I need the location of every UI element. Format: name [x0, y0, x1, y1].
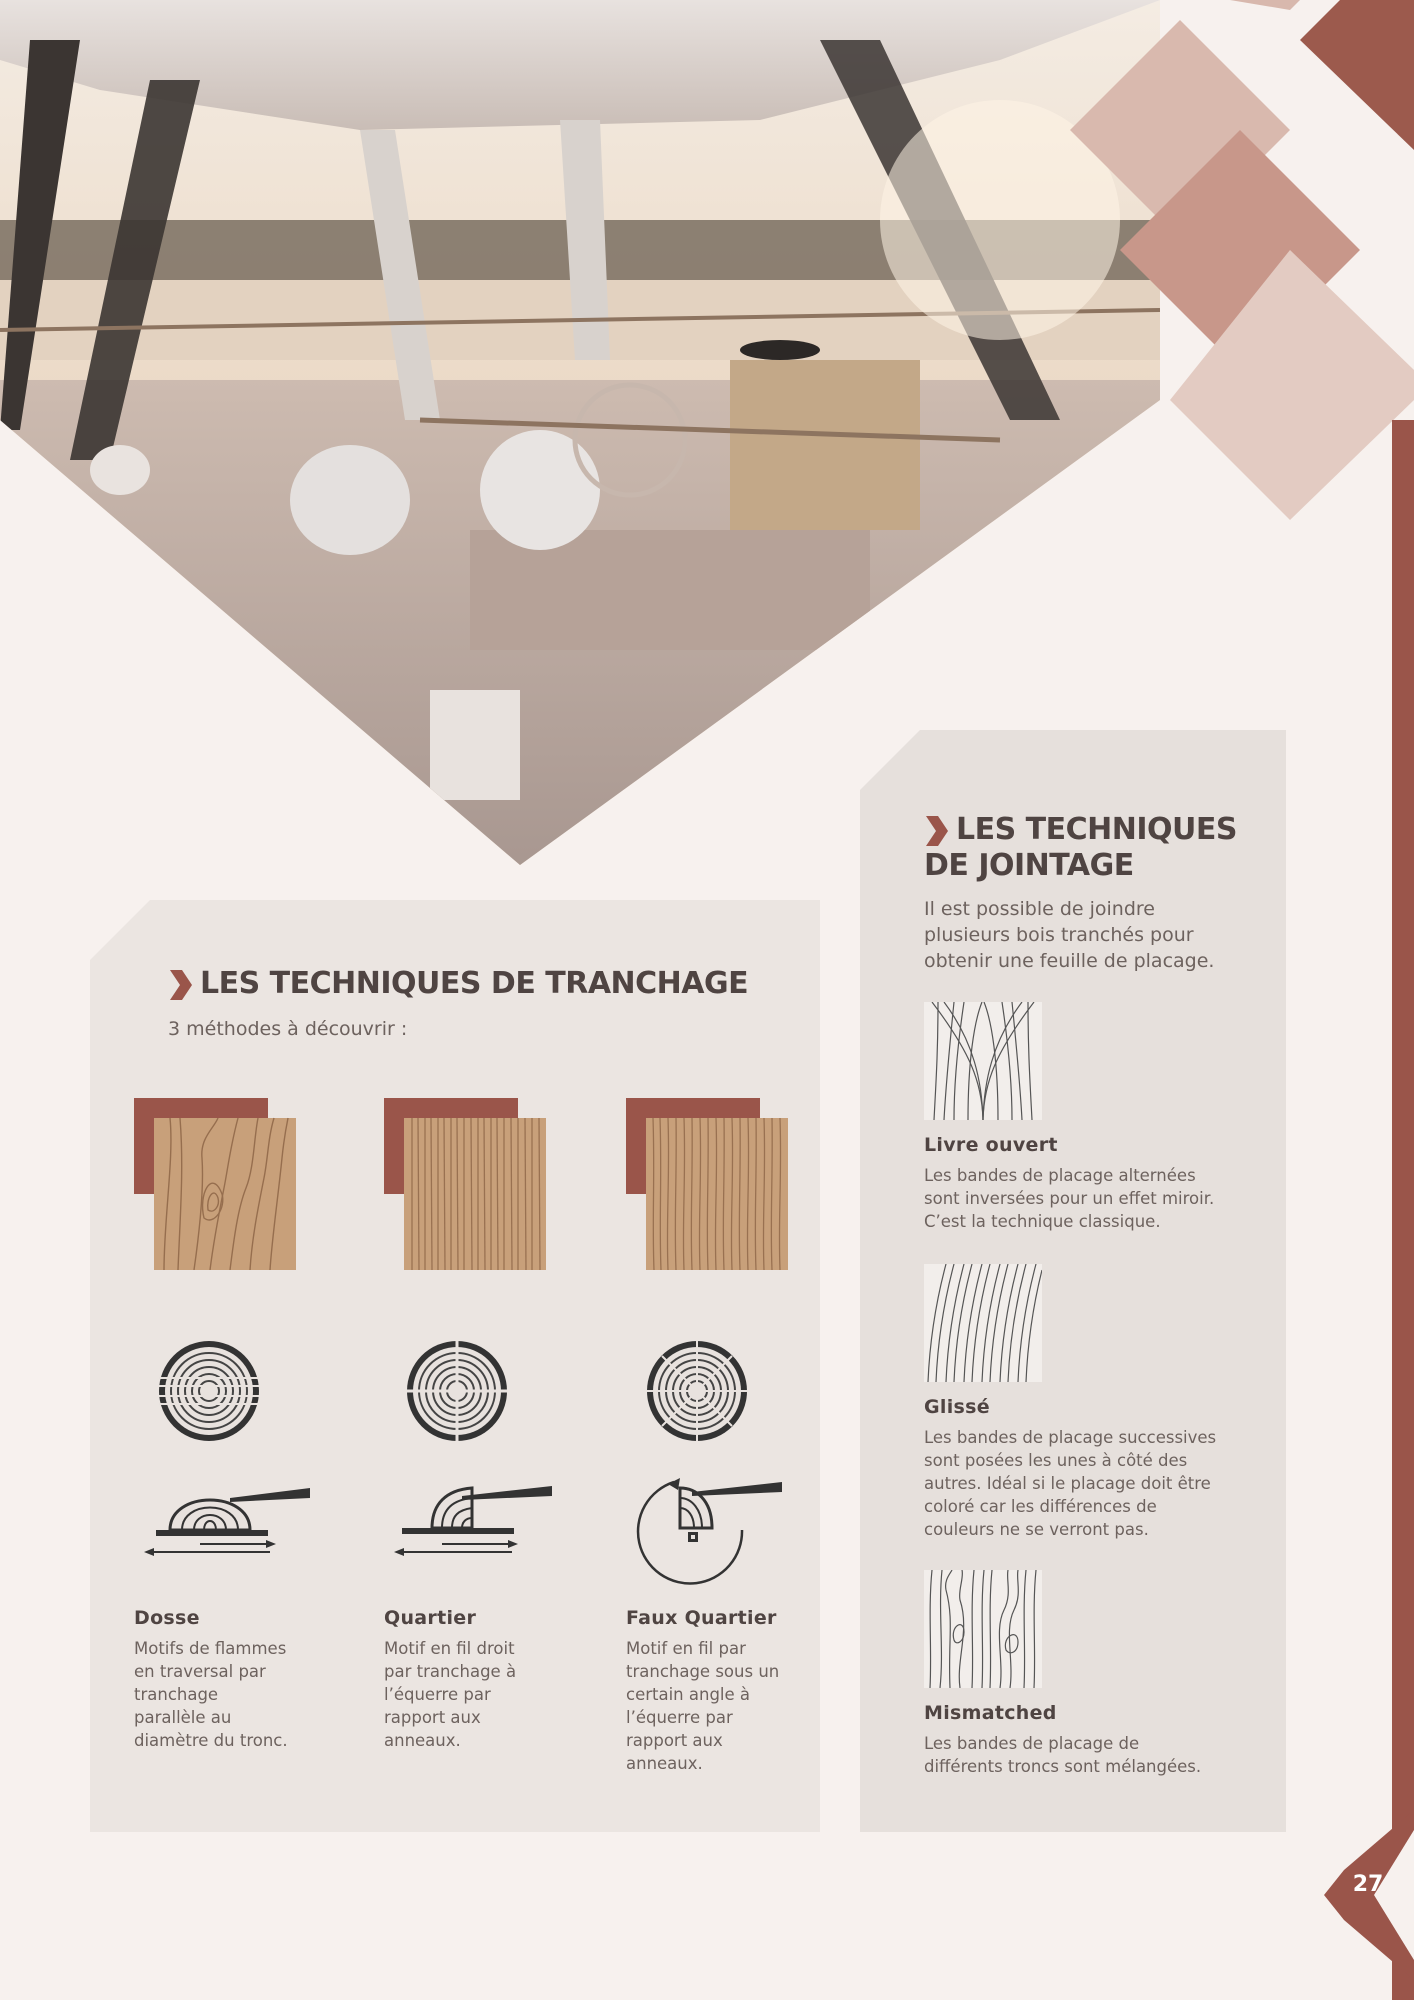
tranchage-subtitle: 3 méthodes à découvrir :	[168, 1018, 408, 1040]
jointage-title-line2: DE JOINTAGE	[924, 848, 1134, 883]
pattern-mismatched-icon	[924, 1570, 1042, 1688]
slicing-diagram-faux-quartier-icon	[632, 1470, 792, 1590]
jointage-title-line1: LES TECHNIQUES	[956, 812, 1237, 847]
technique-title-livre-ouvert: Livre ouvert	[924, 1134, 1058, 1156]
technique-desc-livre-ouvert: Les bandes de placage alternées sont inversées pour un effet miroir. C’est la technique classique.	[924, 1166, 1215, 1231]
technique-desc-mismatched: Les bandes de placage de différents troncs sont mélangées.	[924, 1734, 1202, 1776]
slicing-diagram-dosse-icon	[140, 1470, 320, 1566]
method-title-quartier: Quartier	[384, 1607, 477, 1629]
technique-title-glisse: Glissé	[924, 1396, 990, 1418]
method-desc-quartier: Motif en fil droit par tranchage à l’équerre par rapport aux anneaux.	[384, 1639, 517, 1750]
pattern-glisse-icon	[924, 1264, 1042, 1382]
jointage-intro: Il est possible de joindre plusieurs bois tranchés pour obtenir une feuille de placage.	[924, 898, 1215, 972]
method-title-dosse: Dosse	[134, 1607, 200, 1629]
page-tab	[1304, 1810, 1414, 2000]
chevron-right-icon	[168, 970, 192, 1000]
log-section-faux-quartier-icon	[642, 1336, 752, 1446]
log-section-dosse-icon	[154, 1336, 264, 1446]
log-section-quartier-icon	[402, 1336, 512, 1446]
technique-title-mismatched: Mismatched	[924, 1702, 1057, 1724]
wood-swatch-quartier	[384, 1098, 546, 1270]
method-desc-dosse: Motifs de flammes en traversal par tranchage parallèle au diamètre du tronc.	[134, 1639, 288, 1750]
wood-swatch-dosse	[134, 1098, 296, 1270]
edge-accent-strip	[1370, 420, 1414, 2000]
chevron-right-icon	[924, 816, 948, 846]
page-number: 27	[1352, 1872, 1384, 1897]
pattern-livre-ouvert-icon	[924, 1002, 1042, 1120]
tranchage-title: LES TECHNIQUES DE TRANCHAGE	[200, 966, 749, 1001]
method-title-faux-quartier: Faux Quartier	[626, 1607, 777, 1629]
slicing-diagram-quartier-icon	[392, 1470, 572, 1566]
technique-desc-glisse: Les bandes de placage successives sont posées les unes à côté des autres. Idéal si le placage doit être coloré car les différences de couleurs ne se verront pas.	[924, 1428, 1217, 1539]
wood-swatch-faux-quartier	[626, 1098, 788, 1270]
method-desc-faux-quartier: Motif en fil par tranchage sous un certain angle à l’équerre par rapport aux anneaux.	[626, 1639, 780, 1773]
